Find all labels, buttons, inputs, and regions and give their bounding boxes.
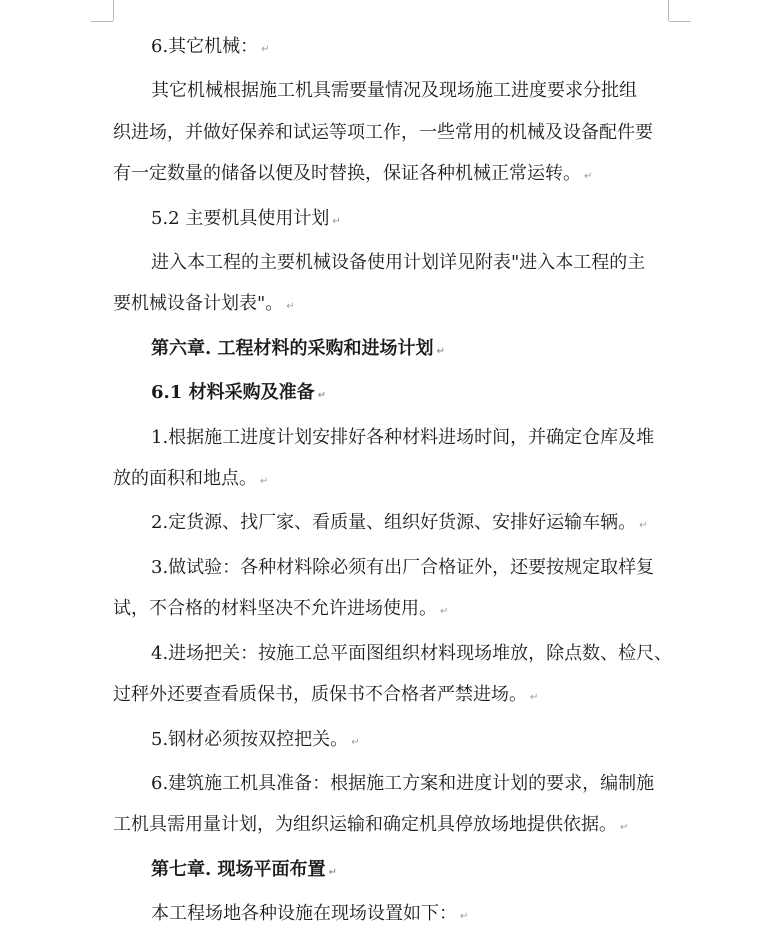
line-text: 6.建筑施工机具准备：根据施工方案和进度计划的要求，编制施 xyxy=(151,772,655,794)
line-text: 试，不合格的材料坚决不允许进场使用。 xyxy=(113,598,437,620)
paragraph-mark-icon: ↵ xyxy=(328,866,337,878)
line-text: 5.2 主要机具使用计划 xyxy=(151,207,330,229)
line-text: 5.钢材必须按双控把关。 xyxy=(151,728,349,750)
paragraph-mark-icon: ↵ xyxy=(584,171,593,183)
line-text: 工机具需用量计划，为组织运输和确定机具停放场地提供依据。 xyxy=(113,814,617,836)
text-line xyxy=(113,198,669,242)
line-text: 放的面积和地点。 xyxy=(113,468,257,490)
heading-line xyxy=(113,328,669,372)
text-line xyxy=(113,70,669,111)
text-line xyxy=(113,804,669,848)
line-text: 6.1 材料采购及准备 xyxy=(151,382,315,404)
crop-mark-top-left-vertical xyxy=(113,0,114,21)
paragraph-mark-icon: ↵ xyxy=(332,215,341,227)
text-line xyxy=(113,719,669,763)
text-line xyxy=(113,26,669,70)
paragraph-mark-icon: ↵ xyxy=(436,345,445,357)
line-text: 第六章. 工程材料的采购和进场计划 xyxy=(151,337,434,359)
line-text: 进入本工程的主要机械设备使用计划详见附表"进入本工程的主 xyxy=(151,252,646,274)
text-line xyxy=(113,674,669,718)
heading-line xyxy=(113,372,669,416)
line-text: 3.做试验：各种材料除必须有出厂合格证外，还要按规定取样复 xyxy=(151,556,655,578)
text-line xyxy=(113,112,669,153)
line-text: 过秤外还要查看质保书，质保书不合格者严禁进场。 xyxy=(113,684,527,706)
text-line xyxy=(113,458,669,502)
line-text: 2.定货源、找厂家、看质量、组织好货源、安排好运输车辆。 xyxy=(151,512,637,534)
text-line xyxy=(113,417,669,458)
line-text: 4.进场把关：按施工总平面图组织材料现场堆放，除点数、检尺、 xyxy=(151,642,673,664)
text-line xyxy=(113,588,669,632)
text-line xyxy=(113,893,669,937)
text-line xyxy=(113,242,669,283)
line-text: 第七章. 现场平面布置 xyxy=(151,858,326,880)
paragraph-mark-icon: ↵ xyxy=(620,822,629,834)
line-text: 织进场，并做好保养和试运等项工作，一些常用的机械及设备配件要 xyxy=(113,121,653,143)
paragraph-mark-icon: ↵ xyxy=(639,520,648,532)
line-text: 6.其它机械： xyxy=(151,36,259,57)
paragraph-mark-icon: ↵ xyxy=(261,44,270,55)
document-body[interactable] xyxy=(113,26,673,938)
text-line xyxy=(113,502,669,546)
paragraph-mark-icon: ↵ xyxy=(530,692,539,704)
text-line xyxy=(113,547,669,588)
paragraph-mark-icon: ↵ xyxy=(440,606,449,618)
paragraph-mark-icon: ↵ xyxy=(351,736,360,748)
line-text: 其它机械根据施工机具需要量情况及现场施工进度要求分批组 xyxy=(151,80,637,102)
line-text: 本工程场地各种设施在现场设置如下： xyxy=(151,903,457,925)
paragraph-mark-icon: ↵ xyxy=(460,911,469,923)
text-line xyxy=(113,153,669,197)
line-text: 1.根据施工进度计划安排好各种材料进场时间，并确定仓库及堆 xyxy=(151,426,655,448)
crop-mark-top-right-vertical xyxy=(668,0,669,21)
text-line xyxy=(113,283,669,327)
paragraph-mark-icon: ↵ xyxy=(317,390,326,402)
line-text: 有一定数量的储备以便及时替换，保证各种机械正常运转。 xyxy=(113,163,581,185)
crop-mark-top-left-horizontal xyxy=(91,21,113,22)
text-line xyxy=(113,633,673,674)
line-text: 要机械设备计划表"。 xyxy=(113,293,284,315)
heading-line xyxy=(113,849,669,893)
crop-mark-top-right-horizontal xyxy=(669,21,691,22)
text-line xyxy=(113,763,669,804)
paragraph-mark-icon: ↵ xyxy=(260,476,269,488)
paragraph-mark-icon: ↵ xyxy=(286,301,295,313)
